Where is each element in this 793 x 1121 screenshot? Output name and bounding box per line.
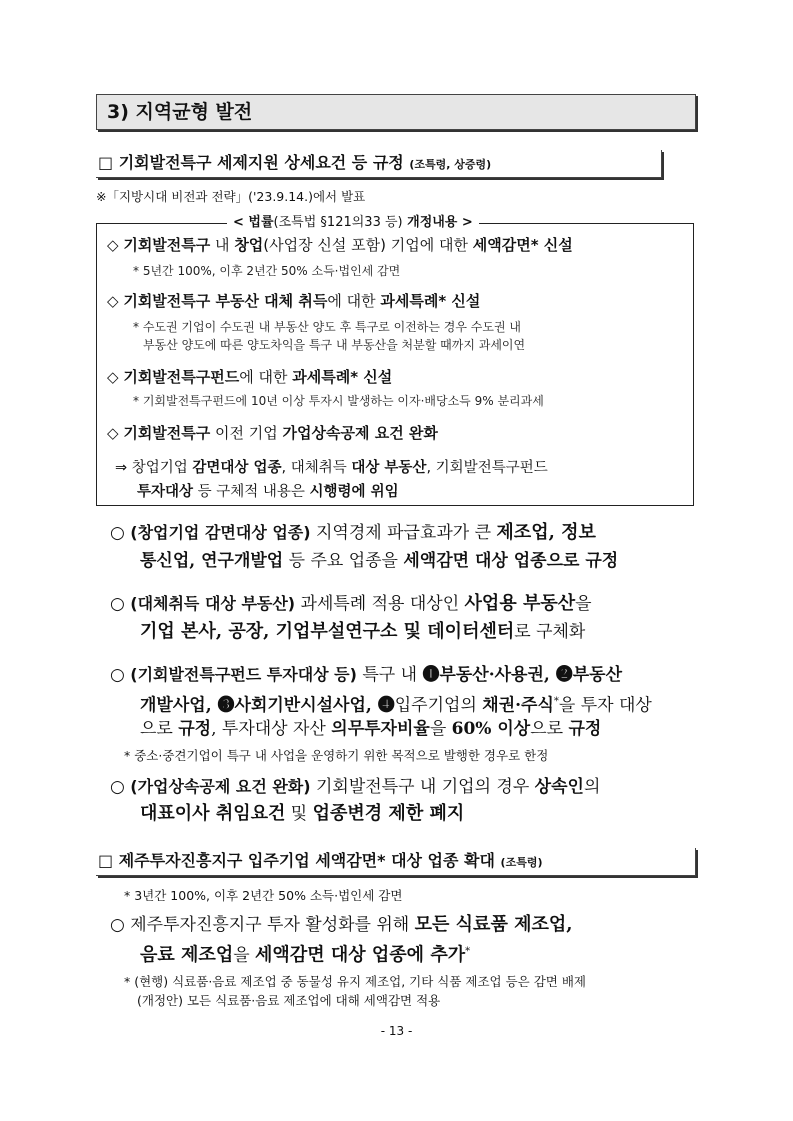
bullet-real-estate-line2 — [140, 620, 585, 644]
law-item-text: 가업상속공제 요건 완화 — [282, 424, 438, 442]
bullet-text: 기업 본사, 공장, 기업부설연구소 및 데이터센터 — [140, 621, 515, 642]
bullet-jeju-line2 — [140, 940, 470, 968]
circle-mark: ○ — [110, 665, 125, 685]
bullet-fund-line1 — [110, 663, 622, 687]
law-item-text: * 신설 — [438, 292, 481, 310]
bullet-text: 등 주요 업종을 — [283, 551, 404, 571]
footnote-mark: * — [553, 696, 559, 707]
circle-mark: ○ — [110, 777, 125, 797]
law-item-fund-tax — [107, 366, 392, 387]
bullet-text: (기회발전특구펀드 투자대상 등) — [130, 665, 357, 684]
bullet-text: 의 — [583, 777, 601, 797]
bullet-text: 상속인 — [534, 777, 584, 797]
diamond-mark: ◇ — [107, 292, 119, 310]
bullet-inheritance-line2 — [140, 802, 464, 826]
law-title-a: < 법률 — [233, 215, 274, 230]
bullet-text: 기회발전특구 내 기업의 경우 — [310, 777, 535, 797]
circle-mark: ○ — [110, 523, 125, 543]
bullet-text: 개발사업, ❸사회기반시설사업, — [140, 695, 378, 716]
diamond-mark: ◇ — [107, 368, 119, 386]
arrow-text: 투자대상 — [137, 484, 194, 500]
law-item-inheritance-deduction — [107, 422, 438, 443]
bullet-text: 입주기업의 — [394, 695, 483, 716]
law-title-b: (조특법 §121의33 등) — [273, 215, 403, 230]
heading-tag: (조특령, 상증령) — [409, 158, 492, 171]
arrow-text: 대상 부동산 — [351, 460, 427, 476]
law-item-text: 에 대한 — [239, 368, 293, 386]
heading-box-mark: □ — [98, 153, 114, 172]
bullet-startup-industries-line2 — [140, 549, 618, 573]
law-item-text: 과세특례 — [292, 368, 351, 386]
bullet-startup-industries-line1 — [110, 521, 596, 545]
arrow-text: 감면대상 업종 — [192, 460, 282, 476]
bullet-text: 규정 — [568, 719, 602, 739]
bullet-text: ❶부동산·사용권, ❷부동산 — [422, 665, 622, 685]
law-item-text: 창업 — [234, 236, 264, 254]
section-title-text: 3) 지역균형 발전 — [107, 101, 253, 123]
bullet-text: 을 — [575, 594, 592, 614]
jeju-current-note: * (현행) 식료품·음료 제조업 중 동물성 유지 제조업, 기타 식품 제조업 등은 감면 배제 — [124, 974, 587, 989]
bullet-text: 음료 제조업 — [140, 944, 234, 966]
bullet-text: 60% 이상 — [451, 719, 531, 739]
page-number: - 13 - — [380, 1024, 413, 1038]
bullet-jeju-line1 — [110, 913, 573, 937]
law-item-text: 기회발전특구펀드 — [123, 368, 240, 386]
bullet-text: (창업기업 감면대상 업종) — [130, 523, 311, 542]
arrow-text: 등 구체적 내용은 — [193, 484, 310, 500]
bullet-text: 제조업, 정보 — [496, 522, 596, 543]
law-item-text: 에 대한 — [327, 292, 381, 310]
bullet-text: 및 — [285, 804, 313, 824]
arrow-text: 창업기업 — [127, 460, 193, 476]
section-title — [96, 94, 696, 130]
law-item-text: (사업장 신설 포함) 기업에 대한 — [263, 236, 473, 254]
bullet-text: 으로 — [140, 719, 179, 739]
arrow-text: , 대체취득 — [281, 460, 352, 476]
heading-special-zone-tax — [96, 150, 662, 178]
arrow-text: , 기회발전특구펀드 — [426, 460, 548, 476]
law-note: 부동산 양도에 따른 양도차익을 특구 내 부동산을 처분할 때까지 과세이연 — [143, 338, 526, 352]
law-item-text: 이전 기업 — [210, 424, 283, 442]
bullet-text: 규정 — [178, 719, 212, 739]
law-item-startup-tax-reduction — [107, 234, 573, 255]
law-note: * 기회발전특구펀드에 10년 이상 투자시 발생하는 이자·배당소득 9% 분리과세 — [133, 394, 544, 408]
footnote-mark: * — [465, 946, 471, 957]
fund-footnote: * 중소·중견기업이 특구 내 사업을 운영하기 위한 목적으로 발행한 경우로 한정 — [124, 748, 549, 763]
bullet-text: 으로 — [530, 719, 569, 739]
bullet-text: 세액감면 대상 업종에 추가 — [255, 944, 466, 966]
heading-text: 제주투자진흥지구 입주기업 세액감면* 대상 업종 확대 — [118, 851, 495, 870]
bullet-inheritance-line1 — [110, 775, 600, 799]
jeju-footnote: * 3년간 100%, 이후 2년간 50% 소득·법인세 감면 — [124, 888, 403, 903]
bullet-text: 을 투자 대상 — [558, 695, 652, 716]
arrow-mark: ⇒ — [115, 460, 128, 476]
law-item-text: 세액감면 — [472, 236, 531, 254]
bullet-text: 세액감면 대상 업종으로 규정 — [403, 551, 619, 571]
diamond-mark: ◇ — [107, 424, 119, 442]
bullet-text: (가업상속공제 요건 완화) — [130, 777, 311, 796]
bullet-text: 과세특례 적용 대상인 — [295, 594, 465, 614]
heading-text: 기회발전특구 세제지원 상세요건 등 규정 — [118, 153, 404, 172]
law-item-text: 내 — [210, 236, 235, 254]
bullet-fund-line3 — [140, 717, 601, 741]
bullet-text: 특구 내 — [356, 665, 423, 685]
bullet-text: 의무투자비율 — [331, 719, 430, 739]
bullet-text: 제주투자진흥지구 투자 활성화를 위해 — [130, 915, 415, 935]
bullet-text: 채권·주식 — [482, 695, 554, 716]
bullet-text: 로 구체화 — [514, 622, 586, 642]
law-delegation-summary — [115, 456, 548, 504]
heading-jeju-tax-reduction — [96, 848, 696, 876]
bullet-text: 대표이사 취임요건 — [140, 803, 286, 824]
bullet-text: 을 — [233, 945, 256, 966]
law-item-text: 과세특례 — [380, 292, 439, 310]
diamond-mark: ◇ — [107, 236, 119, 254]
source-note: ※「지방시대 비전과 전략」('23.9.14.)에서 발표 — [96, 189, 366, 204]
heading-box-mark: □ — [98, 851, 114, 870]
law-item-text: 기회발전특구 부동산 대체 취득 — [123, 292, 328, 310]
law-note: * 5년간 100%, 이후 2년간 50% 소득·법인세 감면 — [133, 264, 401, 278]
bullet-text: 통신업, 연구개발업 — [140, 551, 284, 571]
law-summary-box — [96, 215, 694, 506]
circle-mark: ○ — [110, 594, 125, 614]
law-item-text: * 신설 — [350, 368, 393, 386]
law-item-text: * 신설 — [530, 236, 573, 254]
bullet-text: , 투자대상 자산 — [211, 719, 332, 739]
bullet-text: 을 — [429, 719, 452, 739]
law-item-text: 기회발전특구 — [123, 424, 211, 442]
bullet-text: (대체취득 대상 부동산) — [130, 594, 296, 613]
heading-tag: (조특령) — [500, 856, 543, 869]
bullet-real-estate-line1 — [110, 592, 592, 616]
law-box-title — [227, 215, 479, 231]
law-item-text: 기회발전특구 — [123, 236, 211, 254]
arrow-text: 시행령에 위임 — [309, 484, 399, 500]
jeju-proposal-note: (개정안) 모든 식료품·음료 제조업에 대해 세액감면 적용 — [137, 993, 441, 1008]
law-note: * 수도권 기업이 수도권 내 부동산 양도 후 특구로 이전하는 경우 수도권 내 — [133, 320, 521, 334]
bullet-text: 업종변경 제한 폐지 — [312, 803, 465, 824]
bullet-text: ❹ — [377, 695, 395, 716]
bullet-text: 지역경제 파급효과가 큰 — [310, 523, 497, 543]
bullet-text: 모든 식료품 제조업, — [414, 914, 573, 935]
circle-mark: ○ — [110, 915, 125, 935]
bullet-text: 사업용 부동산 — [464, 593, 576, 614]
bullet-fund-line2 — [140, 690, 652, 718]
law-title-c: 개정내용 > — [402, 215, 473, 230]
law-item-real-estate-acquisition — [107, 290, 480, 311]
